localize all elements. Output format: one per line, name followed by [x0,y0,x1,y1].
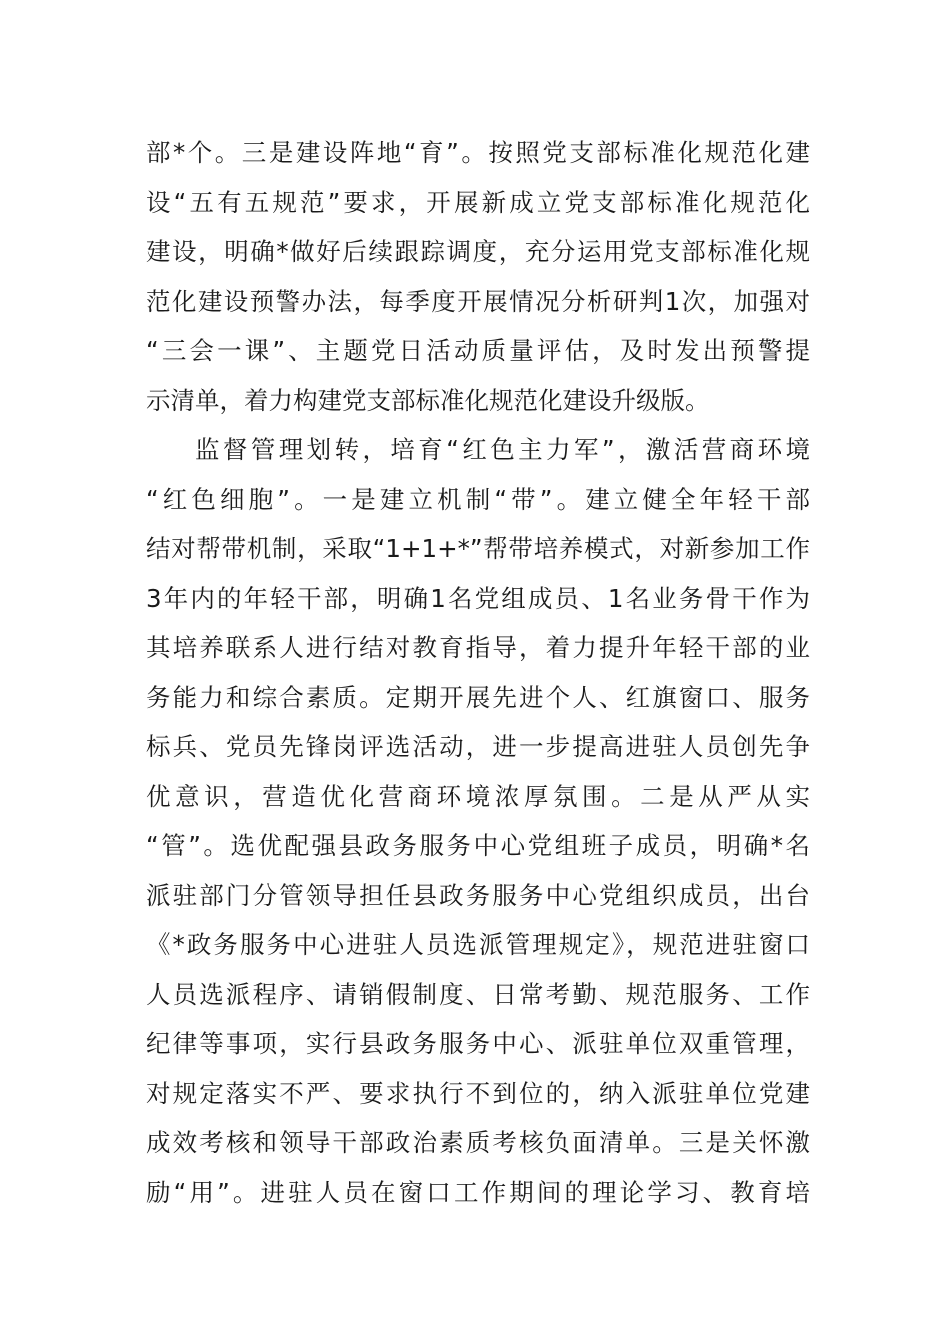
paragraph-line: 部*个。三是建设阵地“育”。按照党支部标准化规范化建 [146,138,810,167]
paragraph-line: 对规定落实不严、要求执行不到位的，纳入派驻单位党建 [146,1078,810,1108]
paragraph-line: 优意识，营造优化营商环境浓厚氛围。二是从严从实 [146,781,810,811]
paragraph-line: 3年内的年轻干部，明确1名党组成员、1名业务骨干作为 [146,583,810,613]
paragraph-line: “三会一课”、主题党日活动质量评估，及时发出预警提 [146,336,810,365]
paragraph-line: 《*政务服务中心进驻人员选派管理规定》，规范进驻窗口 [146,930,810,959]
paragraph-line: 励“用”。进驻人员在窗口工作期间的理论学习、教育培 [146,1177,810,1207]
paragraph-line: 标兵、党员先锋岗评选活动，进一步提高进驻人员创先争 [146,732,810,761]
paragraph-line: 派驻部门分管领导担任县政务服务中心党组织成员，出台 [146,880,810,910]
paragraph-line: 范化建设预警办法，每季度开展情况分析研判1次，加强对 [146,286,810,316]
paragraph-line: 纪律等事项，实行县政务服务中心、派驻单位双重管理， [146,1029,810,1058]
paragraph-1 [146,128,810,425]
paragraph-line: 示清单，着力构建党支部标准化规范化建设升级版。 [146,385,710,415]
paragraph-line: 人员选派程序、请销假制度、日常考勤、规范服务、工作 [146,979,810,1009]
paragraph-line: 其培养联系人进行结对教育指导，着力提升年轻干部的业 [146,633,810,662]
paragraph-line: 监督管理划转，培育“红色主力军”，激活营商环境 [195,435,810,464]
paragraph-2 [146,425,810,1217]
paragraph-line: 务能力和综合素质。定期开展先进个人、红旗窗口、服务 [146,682,810,712]
paragraph-line: 结对帮带机制，采取“1+1+*”帮带培养模式，对新参加工作 [146,534,810,563]
paragraph-line: “红色细胞”。一是建立机制“带”。建立健全年轻干部 [146,484,810,514]
paragraph-line: “管”。选优配强县政务服务中心党组班子成员，明确*名 [146,831,810,860]
paragraph-line: 成效考核和领导干部政治素质考核负面清单。三是关怀激 [146,1128,810,1157]
paragraph-line: 建设，明确*做好后续跟踪调度，充分运用党支部标准化规 [146,237,810,266]
paragraph-line: 设“五有五规范”要求，开展新成立党支部标准化规范化 [146,187,810,217]
